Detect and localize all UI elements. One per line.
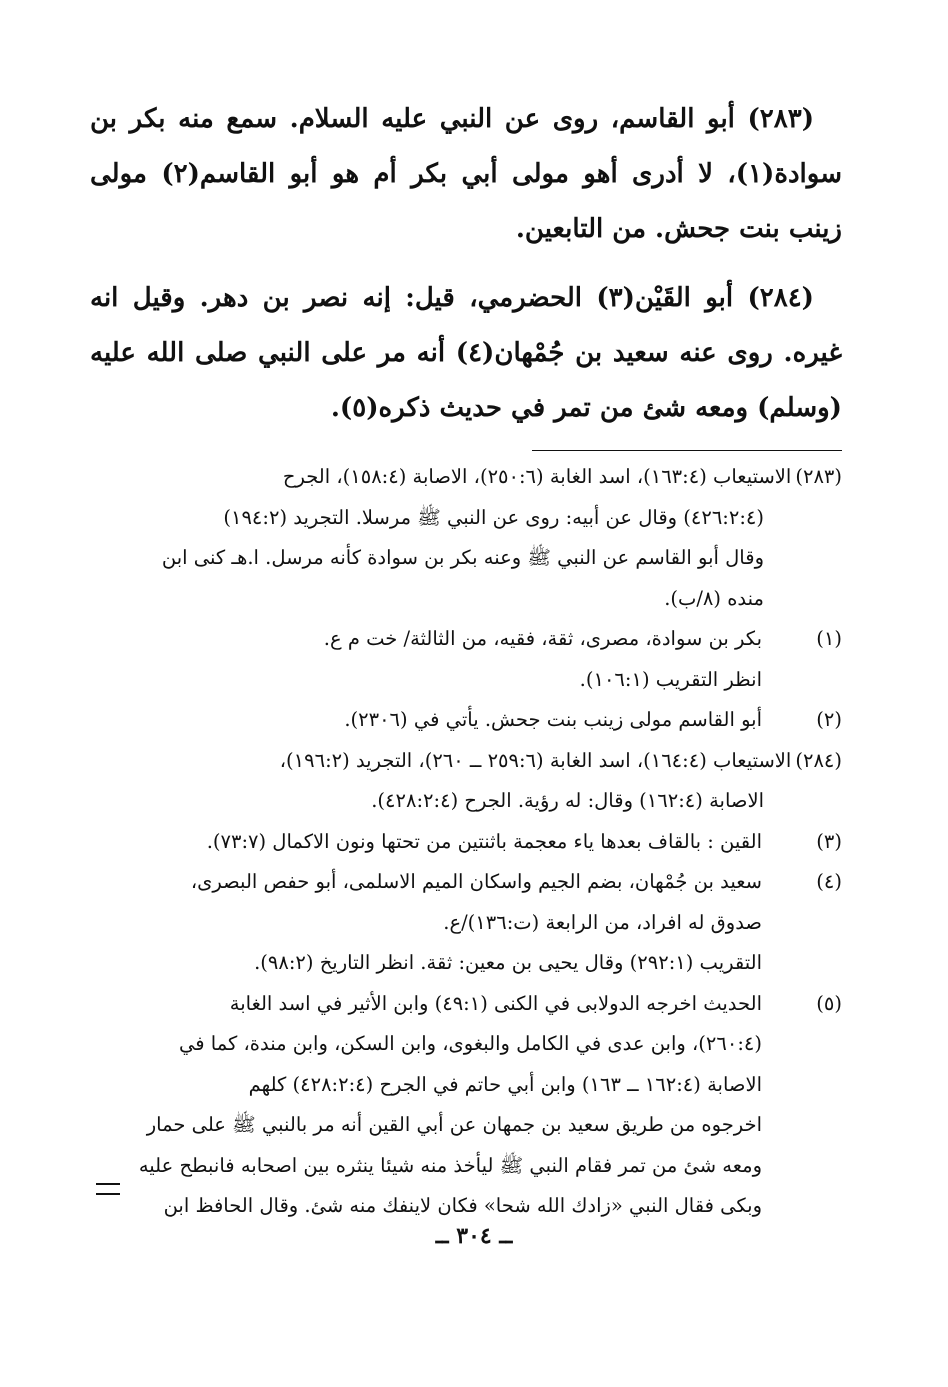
source-note-line: الاستيعاب (١٦٣:٤)، اسد الغابة (٢٥٠:٦)، الاصابة (١٥٨:٤)، الجرح bbox=[282, 465, 792, 488]
footnote-4 bbox=[90, 862, 842, 903]
footnote-3 bbox=[90, 822, 842, 863]
entry-284-text: (٢٨٤) أبو القَيْن(٣) الحضرمي، قيل: إنه نصر بن دهر. وقيل انه غيره. روى عنه سعيد بن جُمْهان(٤) أنه مر على النبي صلى الله عليه (وسلم) ومعه شئ من تمر في حديث ذكره(٥). bbox=[90, 283, 842, 423]
page-body bbox=[90, 92, 842, 1227]
footnote-line: وبكى فقال النبي «زادك الله شحا» فكان لاينفك منه شئ. وقال الحافظ ابن bbox=[163, 1194, 762, 1217]
footnote-line: (٢٦٠:٤)، وابن عدى في الكامل والبغوى، وابن السكن، وابن مندة، كما في bbox=[179, 1032, 762, 1055]
footnote-separator bbox=[532, 450, 842, 451]
footnotes bbox=[90, 457, 842, 1227]
footnote-line: سعيد بن جُمْهان، بضم الجيم واسكان الميم الاسلمى، أبو حفص البصرى، bbox=[190, 870, 762, 893]
footnote-line: الاصابة (١٦٢:٤ ــ ١٦٣) وابن أبي حاتم في الجرح (٤٢٨:٢:٤) كلهم bbox=[248, 1072, 762, 1096]
source-note-line: منده (٨/ب). bbox=[664, 586, 764, 610]
source-note-283 bbox=[90, 457, 842, 498]
page-number: ــ ٣٠٤ ــ bbox=[435, 1223, 513, 1249]
footnote-line: انظر التقريب (١٠٦:١). bbox=[579, 667, 762, 691]
footnote-5 bbox=[90, 984, 842, 1025]
footnote-line: اخرجوه من طريق سعيد بن جمهان عن أبي القين أنه مر بالنبي ﷺ على حمار bbox=[146, 1113, 762, 1136]
entry-283-text: (٢٨٣) أبو القاسم، روى عن النبي عليه السلام. سمع منه بكر بن سوادة(١)، لا أدرى أهو مولى أبي بكر أم هو أبو القاسم(٢) مولى زينب بنت جحش. من التابعين. bbox=[90, 104, 842, 244]
source-note-number: (٢٨٣) bbox=[795, 465, 842, 488]
source-note-number: (٢٨٤) bbox=[795, 748, 842, 772]
entry-283 bbox=[90, 92, 842, 257]
source-note-line: الاستيعاب (١٦٤:٤)، اسد الغابة (٢٥٩:٦ ــ ٢٦٠)، التجريد (١٩٦:٢)، bbox=[279, 748, 792, 772]
footnote-number: (٣) bbox=[816, 829, 842, 853]
footnote-line: القين : بالقاف بعدها ياء معجمة باثنتين من تحتها ونون الاكمال (٧٣:٧). bbox=[206, 829, 762, 853]
source-note-284 bbox=[90, 741, 842, 782]
footnote-line: ومعه شئ من تمر فقام النبي ﷺ ليأخذ منه شيئا ينثره بين اصحابه فانبطح عليه bbox=[138, 1153, 762, 1177]
footnote-number: (٢) bbox=[816, 708, 842, 731]
entry-284 bbox=[90, 271, 842, 436]
source-note-line: الاصابة (١٦٢:٤) وقال: له رؤية. الجرح (٤٢٨:٢:٤). bbox=[371, 789, 764, 812]
footnote-line: صدوق له افراد، من الرابعة (ت:١٣٦)/ع. bbox=[443, 910, 762, 934]
footnote-2 bbox=[90, 700, 842, 741]
footnote-line: أبو القاسم مولى زينب بنت جحش. يأتي في (٢٣٠٦). bbox=[344, 708, 762, 731]
footnote-number: (١) bbox=[816, 627, 842, 650]
footnote-line: بكر بن سوادة، مصرى، ثقة، فقيه، من الثالثة/ خت م ع. bbox=[323, 627, 762, 650]
source-note-line: وقال أبو القاسم عن النبي ﷺ وعنه بكر بن سوادة كأنه مرسل. ا.هـ كنى ابن bbox=[161, 546, 764, 569]
footnote-line: التقريب (٢٩٢:١) وقال يحيى بن معين: ثقة. انظر التاريخ (٩٨:٢). bbox=[254, 951, 762, 974]
continuation-mark bbox=[96, 1183, 120, 1195]
source-note-line: (٤٢٦:٢:٤) وقال عن أبيه: روى عن النبي ﷺ مرسلا. التجريد (١٩٤:٢) bbox=[223, 505, 764, 529]
footnote-line: الحديث اخرجه الدولابى في الكنى (٤٩:١) وابن الأثير في اسد الغابة bbox=[229, 991, 762, 1015]
footnote-number: (٥) bbox=[816, 991, 842, 1015]
footnote-1 bbox=[90, 619, 842, 660]
footnote-number: (٤) bbox=[816, 870, 842, 893]
